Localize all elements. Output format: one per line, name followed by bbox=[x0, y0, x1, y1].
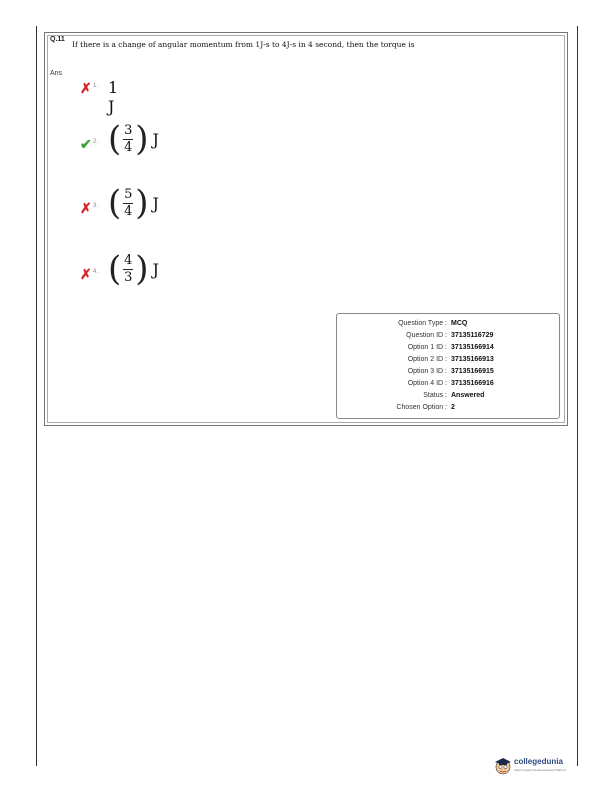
graduate-mascot-icon bbox=[494, 756, 512, 776]
fraction bbox=[123, 124, 133, 155]
question-info-box bbox=[336, 313, 560, 419]
info-key: Option 3 ID : bbox=[407, 368, 447, 375]
denominator: 4 bbox=[124, 139, 133, 155]
option-value bbox=[108, 183, 159, 223]
option-number: 4. bbox=[93, 269, 99, 275]
info-row-question-id bbox=[337, 332, 559, 344]
cross-icon: ✗ bbox=[80, 80, 92, 96]
info-row-option-3-id bbox=[337, 368, 559, 380]
fraction bbox=[123, 254, 133, 285]
right-paren: ) bbox=[135, 119, 149, 159]
info-row-option-1-id bbox=[337, 344, 559, 356]
unit: J bbox=[152, 193, 159, 213]
info-value: 37135166915 bbox=[451, 368, 494, 375]
denominator: 3 bbox=[124, 269, 133, 285]
info-row-status bbox=[337, 392, 559, 404]
cross-icon: ✗ bbox=[80, 200, 92, 216]
question-text: If there is a change of angular momentum from 1J-s to 4J-s in 4 second, then the torque is bbox=[72, 40, 415, 49]
info-key: Status : bbox=[423, 392, 447, 399]
unit: J bbox=[152, 129, 159, 149]
collegedunia-logo bbox=[494, 756, 574, 778]
info-value: 2 bbox=[451, 404, 455, 411]
right-paren: ) bbox=[135, 249, 149, 289]
check-icon: ✔ bbox=[80, 136, 92, 152]
info-key: Chosen Option : bbox=[396, 404, 447, 411]
right-paren: ) bbox=[135, 183, 149, 223]
question-number: Q.11 bbox=[50, 36, 65, 43]
info-key: Question ID : bbox=[406, 332, 447, 339]
info-key: Option 2 ID : bbox=[407, 356, 447, 363]
option-number: 1. bbox=[93, 83, 99, 89]
option-value bbox=[108, 249, 159, 289]
info-value: 37135116729 bbox=[451, 332, 494, 339]
info-key: Question Type : bbox=[398, 320, 447, 327]
unit: J bbox=[152, 259, 159, 279]
denominator: 4 bbox=[124, 203, 133, 219]
logo-tagline: India's largest Student Review Platform bbox=[514, 768, 567, 772]
left-paren: ( bbox=[108, 183, 122, 223]
fraction bbox=[123, 188, 133, 219]
info-row-option-4-id bbox=[337, 380, 559, 392]
numerator: 5 bbox=[124, 186, 133, 202]
numerator: 4 bbox=[124, 252, 133, 268]
answer-label: Ans bbox=[50, 70, 63, 77]
option-number: 3. bbox=[93, 203, 99, 209]
left-paren: ( bbox=[108, 249, 122, 289]
numerator: 3 bbox=[124, 122, 133, 138]
info-value: MCQ bbox=[451, 320, 468, 327]
option-value bbox=[108, 119, 159, 159]
info-key: Option 4 ID : bbox=[407, 380, 447, 387]
info-key: Option 1 ID : bbox=[407, 344, 447, 351]
option-number: 2. bbox=[93, 139, 99, 145]
info-row-question-type bbox=[337, 320, 559, 332]
info-value: 37135166913 bbox=[451, 356, 494, 363]
info-row-chosen-option bbox=[337, 404, 559, 416]
info-row-option-2-id bbox=[337, 356, 559, 368]
cross-icon: ✗ bbox=[80, 266, 92, 282]
info-value: 37135166914 bbox=[451, 344, 494, 351]
option-value: 1 J bbox=[108, 78, 119, 116]
logo-text: collegedunia bbox=[514, 757, 563, 766]
info-value: 37135166916 bbox=[451, 380, 494, 387]
left-paren: ( bbox=[108, 119, 122, 159]
info-value: Answered bbox=[451, 392, 485, 399]
